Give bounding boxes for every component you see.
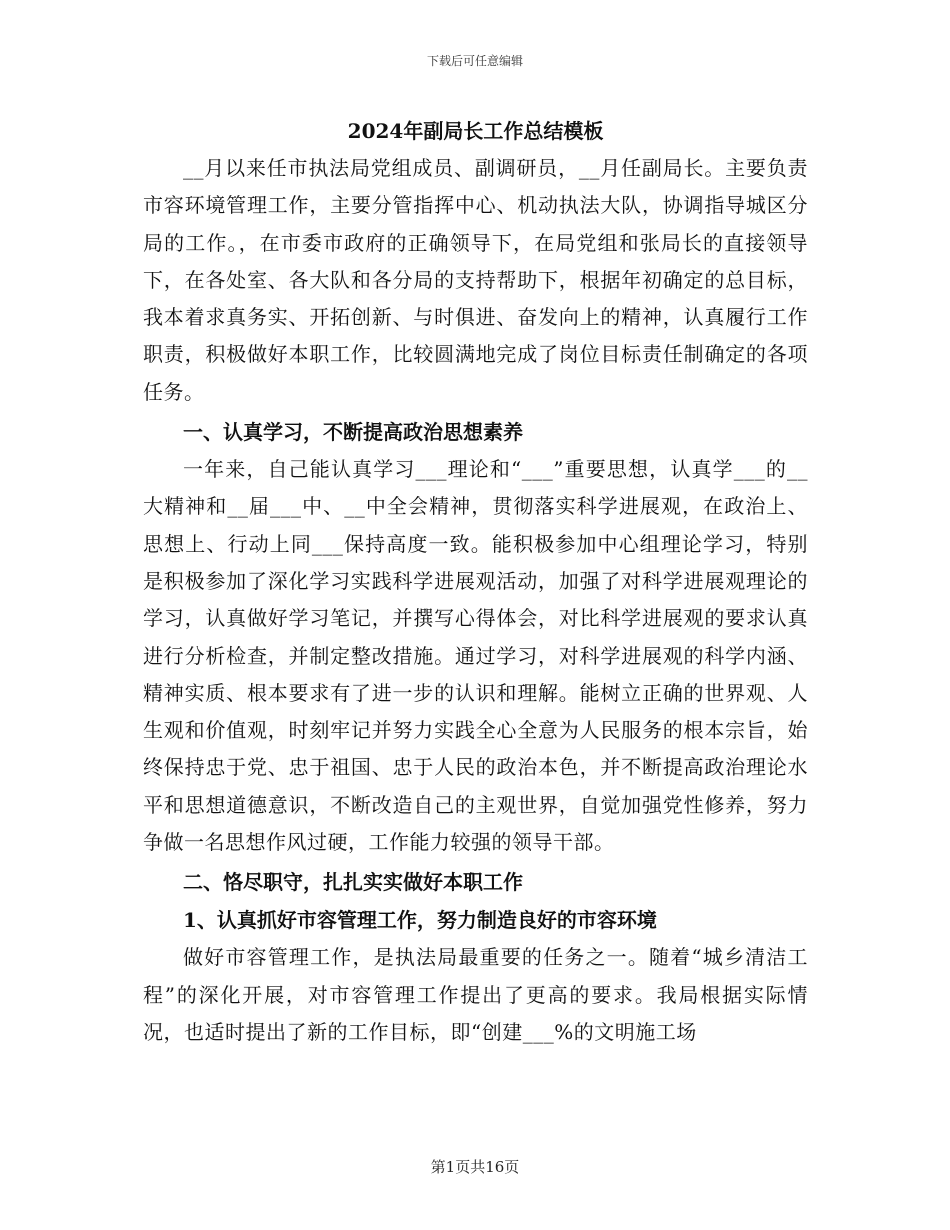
- intro-paragraph: __月以来任市执法局党组成员、副调研员，__月任副局长。主要负责市容环境管理工作，主要分管指挥中心、机动执法大队，协调指导城区分局的工作。，在市委市政府的正确领导下，在局党组和张局长的直接领导下，在各处室、各大队和各分局的支持帮助下，根据年初确定的总目标，我本着求真务实、开拓创新、与时俱进、奋发向上的精神，认真履行工作职责，积极做好本职工作，比较圆满地完成了岗位目标责任制确定的各项任务。: [143, 156, 808, 404]
- subsection-1-heading: 1、认真抓好市容管理工作，努力制造良好的市容环境: [183, 908, 657, 933]
- document-body: [143, 112, 808, 1051]
- document-title: 2024年副局长工作总结模板: [347, 119, 604, 143]
- subsection-1-paragraph: 做好市容管理工作，是执法局最重要的任务之一。随着“城乡清洁工程”的深化开展，对市容管理工作提出了更高的要求。我局根据实际情况，也适时提出了新的工作目标，即“创建___%的文明施工场: [143, 945, 808, 1044]
- section-2-heading: 二、恪尽职守，扎扎实实做好本职工作: [183, 870, 523, 895]
- section-1-heading: 一、认真学习，不断提高政治思想素养: [183, 420, 523, 445]
- page-number-footer: 第1页共16页: [430, 1158, 520, 1176]
- section-1-paragraph: 一年来，自己能认真学习___理论和“___”重要思想，认真学___的__大精神和__届___中、__中全会精神，贯彻落实科学进展观，在政治上、思想上、行动上同___保持高度一致。能积极参加中心组理论学习，特别是积极参加了深化学习实践科学进展观活动，加强了对科学进展观理论的学习，认真做好学习笔记，并撰写心得体会，对比科学进展观的要求认真进行分析检查，并制定整改措施。通过学习，对科学进展观的科学内涵、精神实质、根本要求有了进一步的认识和理解。能树立正确的世界观、人生观和价值观，时刻牢记并努力实践全心全意为人民服务的根本宗旨，始终保持忠于党、忠于祖国、忠于人民的政治本色，并不断提高政治理论水平和思想道德意识，不断改造自己的主观世界，自觉加强党性修养，努力争做一名思想作风过硬，工作能力较强的领导干部。: [143, 457, 808, 855]
- page-header-note: 下载后可任意编辑: [426, 54, 523, 68]
